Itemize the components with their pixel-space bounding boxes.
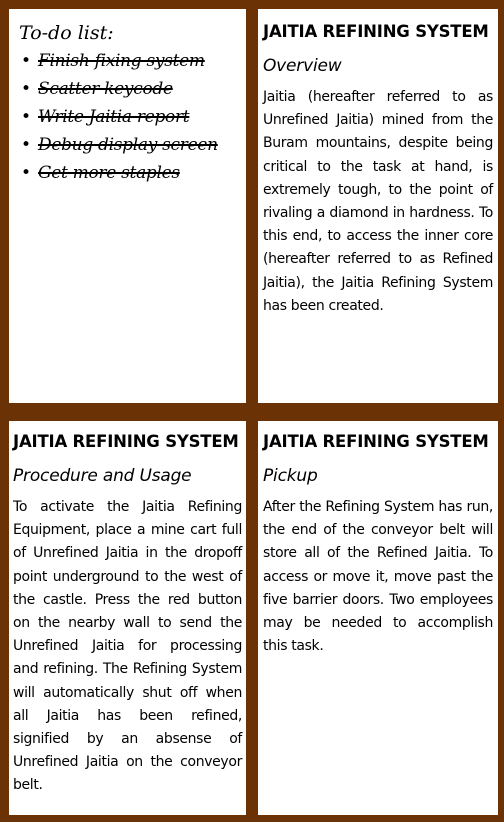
todo-item-text: Scatter keycode [38, 79, 173, 99]
procedure-panel [9, 421, 246, 815]
todo-item [17, 103, 238, 131]
todo-item-text: Get more staples [38, 163, 180, 183]
bullet-icon: • [21, 162, 32, 183]
pickup-heading: JAITIA REFINING SYSTEM [263, 432, 489, 451]
todo-list [17, 47, 238, 187]
todo-item [17, 47, 238, 75]
overview-body: Jaitia (hereafter referred to as Unrefined Jaitia) mined from the Buram mountains, despite being critical to the task at hand, is extremely tough, to the point of rivaling a diamond in hardness. To this end, to access the inner core (hereafter referred to as Refined Jaitia), the Jaitia Refining System has been created. [263, 89, 493, 314]
procedure-body: To activate the Jaitia Refining Equipment, place a mine cart full of Unrefined Jaitia in the dropoff point underground to the west of the castle. Press the red button on the nearby wall to send the Unrefined Jaitia for processing and refining. The Refining System will automatically shut off when all Jaitia has been refined, signified by an absense of Unrefined Jaitia on the conveyor belt. [13, 499, 242, 794]
bullet-icon: • [21, 78, 32, 99]
bullet-icon: • [21, 106, 32, 127]
todo-item [17, 131, 238, 159]
todo-item-text: Write Jaitia report [38, 107, 190, 127]
overview-heading: JAITIA REFINING SYSTEM [263, 22, 489, 41]
bullet-icon: • [21, 50, 32, 71]
procedure-heading: JAITIA REFINING SYSTEM [13, 432, 239, 451]
todo-item [17, 159, 238, 187]
todo-note-panel [9, 9, 246, 403]
overview-panel [258, 9, 498, 403]
pickup-subheading: Pickup [263, 466, 318, 486]
todo-item-text: Debug display screen [38, 135, 218, 155]
todo-item [17, 75, 238, 103]
procedure-subheading: Procedure and Usage [13, 466, 192, 486]
pickup-panel [258, 421, 498, 815]
todo-item-text: Finish fixing system [38, 51, 205, 71]
todo-title: To-do list: [19, 22, 114, 44]
overview-subheading: Overview [263, 56, 342, 76]
pickup-body: After the Refining System has run, the end of the conveyor belt will store all of the Refined Jaitia. To access or move it, move past the five barrier doors. Two employees may be needed to accomplish this task. [263, 499, 493, 655]
bullet-icon: • [21, 134, 32, 155]
